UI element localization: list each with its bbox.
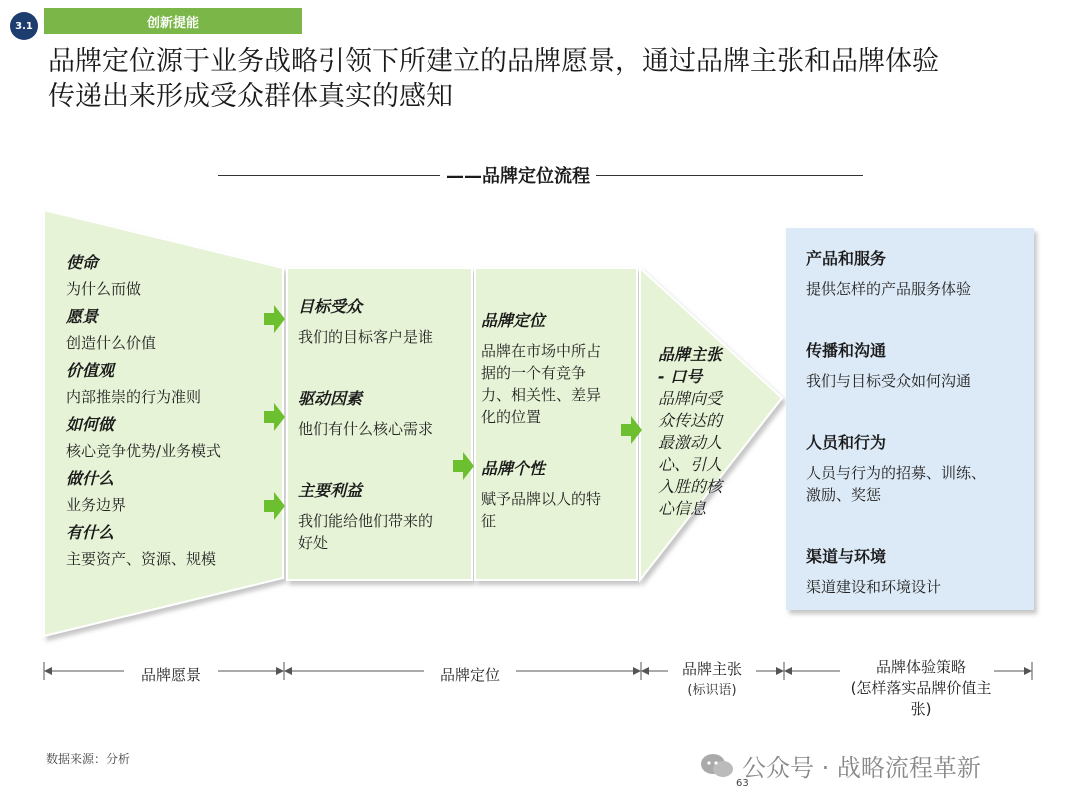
stage-label-experience xyxy=(836,656,1006,719)
headline-line-1: 品牌定位源于业务战略引领下所建立的品牌愿景，通过品牌主张和品牌体验 xyxy=(48,46,939,77)
proposition-text: 最激动人 xyxy=(658,433,723,452)
vision-heading: 价值观 xyxy=(66,361,115,380)
experience-text: 渠道建设和环境设计 xyxy=(806,578,942,596)
watermark-text: 公众号 · 战略流程革新 xyxy=(742,754,981,782)
positioning-text: 力、相关性、差异 xyxy=(481,386,602,404)
vision-text: 核心竞争优势/业务模式 xyxy=(66,442,222,460)
flow-title: ——品牌定位流程 xyxy=(440,162,596,188)
proposition-text: 入胜的核 xyxy=(658,477,723,496)
proposition-heading: - 口号 xyxy=(658,367,703,386)
headline-line-2: 传递出来形成受众群体真实的感知 xyxy=(48,81,453,112)
positioning-text: 品牌在市场中所占 xyxy=(481,342,602,360)
experience-text: 激励、奖惩 xyxy=(806,486,882,504)
experience-text: 人员与行为的招募、训练、 xyxy=(806,464,987,482)
audience-heading: 目标受众 xyxy=(298,297,363,316)
audience-text: 我们能给他们带来的 xyxy=(298,512,434,530)
audience-text: 好处 xyxy=(298,534,329,552)
stage-label-positioning: 品牌定位 xyxy=(439,666,500,684)
experience-list xyxy=(806,248,1028,598)
stage-experience-line-2: (怎样落实品牌价值主 xyxy=(850,679,992,697)
positioning-heading: 品牌个性 xyxy=(481,459,546,478)
proposition-text: 心信息 xyxy=(658,499,707,518)
positioning-text: 化的位置 xyxy=(481,408,542,426)
vision-text: 为什么而做 xyxy=(66,280,142,298)
proposition-text: 心、引人 xyxy=(658,455,723,474)
stage-proposition-sub: (标识语) xyxy=(687,683,737,698)
vision-heading: 有什么 xyxy=(66,523,115,542)
positioning-text: 征 xyxy=(481,512,497,530)
vision-text: 主要资产、资源、规模 xyxy=(66,550,217,568)
vision-heading: 使命 xyxy=(66,253,99,272)
vision-text: 业务边界 xyxy=(66,496,127,514)
experience-heading: 渠道与环境 xyxy=(806,547,887,566)
chat-bubble-icon xyxy=(700,752,734,780)
experience-heading: 传播和沟通 xyxy=(806,341,887,360)
vision-list xyxy=(66,252,221,570)
vision-heading: 愿景 xyxy=(66,307,99,326)
stage-label-proposition xyxy=(668,658,756,698)
section-tag: 创新提能 xyxy=(44,8,302,34)
stage-proposition-title: 品牌主张 xyxy=(681,660,742,678)
experience-text: 我们与目标受众如何沟通 xyxy=(806,372,972,390)
vision-heading: 做什么 xyxy=(66,469,115,488)
positioning-text: 赋予品牌以人的特 xyxy=(481,490,602,508)
vision-text: 内部推崇的行为准则 xyxy=(66,388,202,406)
positioning-text: 据的一个有竞争 xyxy=(481,364,587,382)
audience-heading: 驱动因素 xyxy=(298,389,363,408)
vision-text: 创造什么价值 xyxy=(66,334,157,352)
stage-experience-line-1: 品牌体验策略 xyxy=(875,658,966,676)
proposition-text: 众传达的 xyxy=(658,411,723,430)
audience-text: 我们的目标客户是谁 xyxy=(298,328,434,346)
proposition-heading: 品牌主张 xyxy=(658,345,723,364)
vision-heading: 如何做 xyxy=(66,415,115,434)
positioning-heading: 品牌定位 xyxy=(481,311,546,330)
stage-label-vision: 品牌愿景 xyxy=(140,666,201,684)
positioning-list xyxy=(481,310,631,532)
section-badge: 3.1 xyxy=(10,12,38,40)
audience-heading: 主要利益 xyxy=(298,481,363,500)
page-number: 63 xyxy=(736,778,749,789)
experience-heading: 人员和行为 xyxy=(806,433,887,452)
proposition-text: 品牌向受 xyxy=(658,389,723,408)
stage-experience-line-3: 张) xyxy=(910,700,932,718)
audience-text: 他们有什么核心需求 xyxy=(298,420,434,438)
proposition-block xyxy=(658,344,748,520)
audience-list xyxy=(298,296,468,554)
experience-text: 提供怎样的产品服务体验 xyxy=(806,280,972,298)
experience-heading: 产品和服务 xyxy=(806,249,887,268)
data-source-note: 数据来源：分析 xyxy=(46,752,131,766)
